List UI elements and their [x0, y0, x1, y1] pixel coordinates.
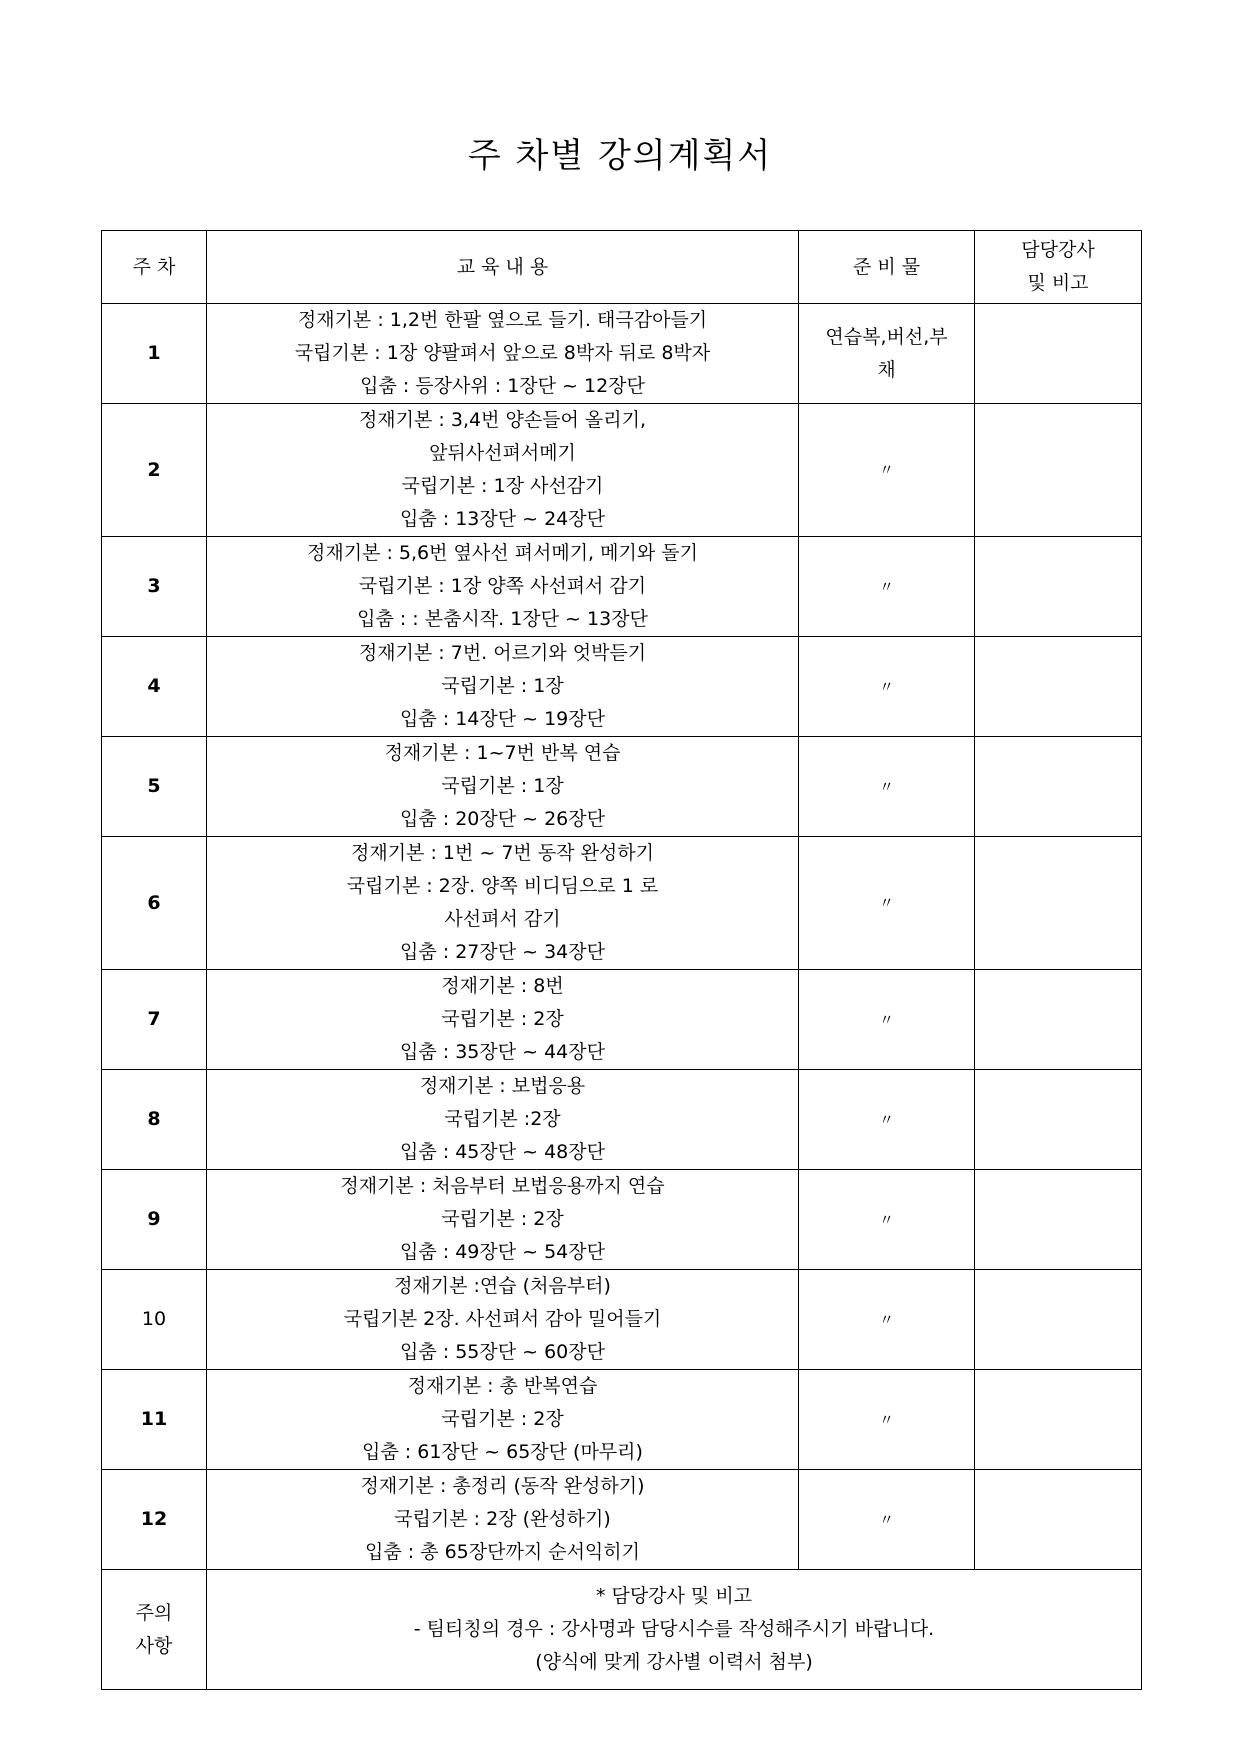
header-content: 교 육 내 용: [207, 231, 799, 304]
week-cell: 11: [102, 1370, 207, 1470]
prep-cell: 〃: [799, 1270, 975, 1370]
week-cell: 12: [102, 1470, 207, 1570]
note-cell: [975, 1370, 1142, 1470]
header-week: 주 차: [102, 231, 207, 304]
table-row: [102, 404, 1142, 537]
week-cell: 10: [102, 1270, 207, 1370]
note-cell: [975, 970, 1142, 1070]
content-cell: 정재기본 : 1~7번 반복 연습 국립기본 : 1장 입춤 : 20장단 ~ 26장단: [207, 737, 799, 837]
header-note: 담당강사 및 비고: [975, 231, 1142, 304]
table-row: [102, 537, 1142, 637]
note-cell: [975, 837, 1142, 970]
prep-cell: 〃: [799, 404, 975, 537]
prep-cell: 〃: [799, 1370, 975, 1470]
prep-cell: 〃: [799, 1170, 975, 1270]
prep-cell: 〃: [799, 1070, 975, 1170]
week-cell: 1: [102, 304, 207, 404]
document-title: 주 차별 강의계획서: [467, 136, 773, 176]
week-cell: 3: [102, 537, 207, 637]
table-row: [102, 1270, 1142, 1370]
note-cell: [975, 1470, 1142, 1570]
header-prep: 준 비 물: [799, 231, 975, 304]
prep-cell: 〃: [799, 637, 975, 737]
lecture-plan-table: [101, 230, 1142, 1690]
week-cell: 7: [102, 970, 207, 1070]
prep-cell: 〃: [799, 737, 975, 837]
prep-cell: 〃: [799, 537, 975, 637]
week-cell: 2: [102, 404, 207, 537]
content-cell: 정재기본 : 5,6번 옆사선 펴서메기, 메기와 돌기 국립기본 : 1장 양쪽 사선펴서 감기 입춤 : : 본춤시작. 1장단 ~ 13장단: [207, 537, 799, 637]
note-cell: [975, 1070, 1142, 1170]
table-header-row: [102, 231, 1142, 304]
week-cell: 4: [102, 637, 207, 737]
note-cell: [975, 1170, 1142, 1270]
content-cell: 정재기본 :연습 (처음부터) 국립기본 2장. 사선펴서 감아 밀어들기 입춤 : 55장단 ~ 60장단: [207, 1270, 799, 1370]
content-cell: 정재기본 : 처음부터 보법응용까지 연습 국립기본 : 2장 입춤 : 49장단 ~ 54장단: [207, 1170, 799, 1270]
content-cell: 정재기본 : 총정리 (동작 완성하기) 국립기본 : 2장 (완성하기) 입춤 : 총 65장단까지 순서익히기: [207, 1470, 799, 1570]
note-cell: [975, 304, 1142, 404]
content-cell: 정재기본 : 8번 국립기본 : 2장 입춤 : 35장단 ~ 44장단: [207, 970, 799, 1070]
note-cell: [975, 637, 1142, 737]
prep-cell: 연습복,버선,부 채: [799, 304, 975, 404]
prep-cell: 〃: [799, 970, 975, 1070]
table-row: [102, 837, 1142, 970]
caution-row: [102, 1570, 1142, 1690]
week-cell: 9: [102, 1170, 207, 1270]
prep-cell: 〃: [799, 1470, 975, 1570]
note-cell: [975, 737, 1142, 837]
table-row: [102, 1170, 1142, 1270]
caution-label: 주의 사항: [102, 1570, 207, 1690]
note-cell: [975, 537, 1142, 637]
caution-content: * 담당강사 및 비고 - 팀티칭의 경우 : 강사명과 담당시수를 작성해주시기 바랍니다. (양식에 맞게 강사별 이력서 첨부): [207, 1570, 1142, 1690]
content-cell: 정재기본 : 7번. 어르기와 엇박듣기 국립기본 : 1장 입춤 : 14장단 ~ 19장단: [207, 637, 799, 737]
table-row: [102, 970, 1142, 1070]
table-row: [102, 1370, 1142, 1470]
prep-cell: 〃: [799, 837, 975, 970]
table-row: [102, 1070, 1142, 1170]
week-cell: 6: [102, 837, 207, 970]
table-row: [102, 737, 1142, 837]
content-cell: 정재기본 : 3,4번 양손들어 올리기, 앞뒤사선펴서메기 국립기본 : 1장 사선감기 입춤 : 13장단 ~ 24장단: [207, 404, 799, 537]
table-row: [102, 1470, 1142, 1570]
week-cell: 8: [102, 1070, 207, 1170]
content-cell: 정재기본 : 총 반복연습 국립기본 : 2장 입춤 : 61장단 ~ 65장단 (마무리): [207, 1370, 799, 1470]
note-cell: [975, 404, 1142, 537]
content-cell: 정재기본 : 1번 ~ 7번 동작 완성하기 국립기본 : 2장. 양쪽 비디딤으로 1 로 사선펴서 감기 입춤 : 27장단 ~ 34장단: [207, 837, 799, 970]
table-row: [102, 637, 1142, 737]
content-cell: 정재기본 : 보법응용 국립기본 :2장 입춤 : 45장단 ~ 48장단: [207, 1070, 799, 1170]
table-row: [102, 304, 1142, 404]
content-cell: 정재기본 : 1,2번 한팔 옆으로 들기. 태극감아들기 국립기본 : 1장 양팔펴서 앞으로 8박자 뒤로 8박자 입춤 : 등장사위 : 1장단 ~ 12장단: [207, 304, 799, 404]
week-cell: 5: [102, 737, 207, 837]
note-cell: [975, 1270, 1142, 1370]
